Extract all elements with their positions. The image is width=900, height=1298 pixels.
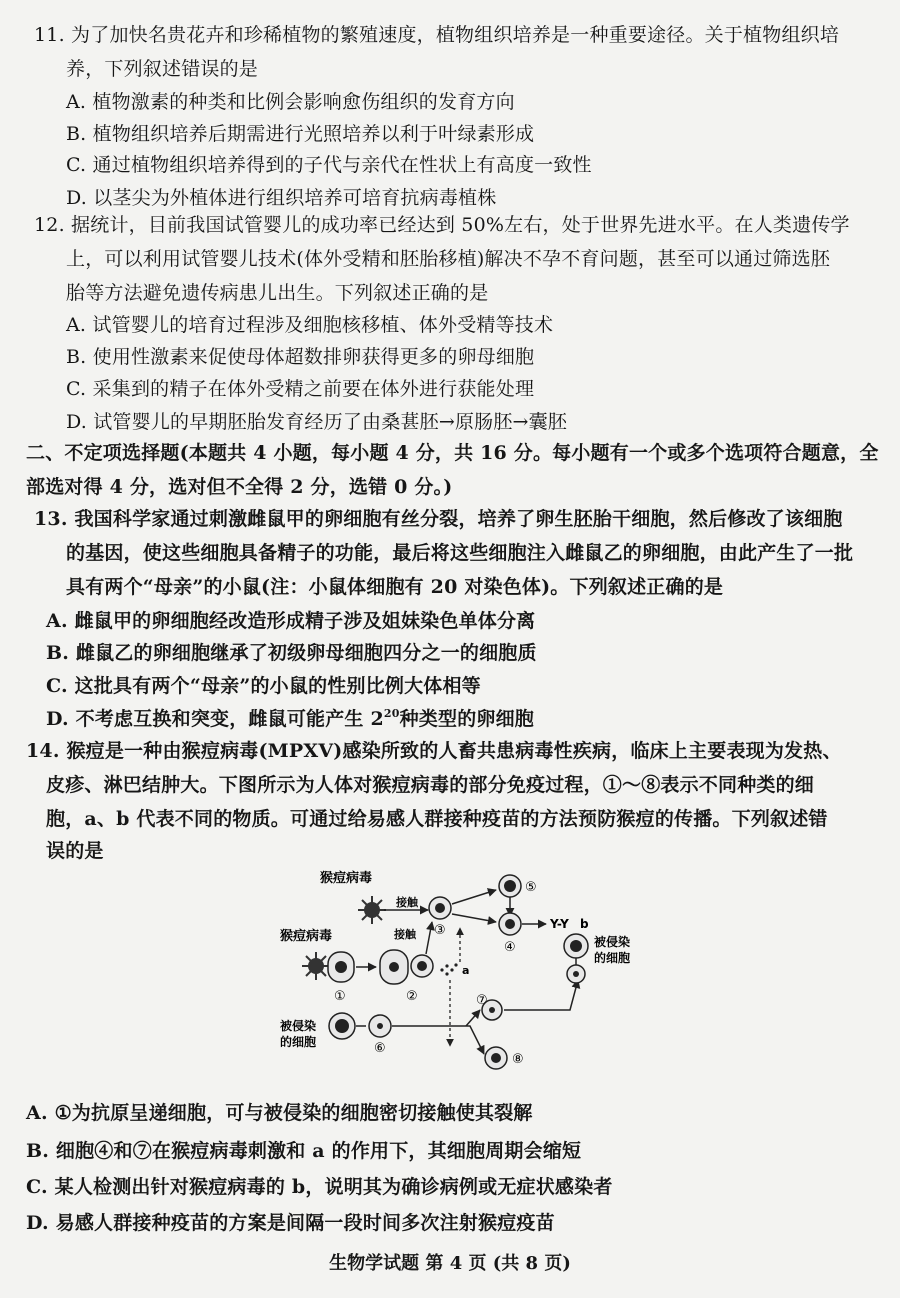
section-2-heading-line-2: 部选对得 4 分，选对但不全得 2 分，选错 0 分。) (26, 476, 453, 498)
page-footer: 生物学试题 第 4 页 (共 8 页) (329, 1253, 571, 1274)
cell-2-number: ② (406, 989, 418, 1004)
q12-option-d: D. 试管婴儿的早期胚胎发育经历了由桑葚胚→原肠胚→囊胚 (66, 411, 568, 433)
virus-icon-left (302, 952, 330, 980)
q11-stem-line-2: 养，下列叙述错误的是 (66, 58, 259, 80)
cell-6 (369, 1015, 391, 1037)
substance-a-dots (440, 963, 457, 975)
cell-4 (499, 913, 521, 935)
q12-stem-line-2: 上，可以利用试管婴儿技术(体外受精和胚胎移植)解决不孕不育问题，甚至可以通过筛选胚 (66, 248, 831, 270)
q14-stem-line-2: 皮疹、淋巴结肿大。下图所示为人体对猴痘病毒的部分免疫过程，①～⑧表示不同种类的细 (46, 774, 815, 796)
infected-cell-right (564, 934, 588, 983)
q14-option-d: D. 易感人群接种疫苗的方案是间隔一段时间多次注射猴痘疫苗 (26, 1212, 555, 1234)
q12-option-a: A. 试管婴儿的培育过程涉及细胞核移植、体外受精等技术 (66, 314, 554, 336)
q12-option-c: C. 采集到的精子在体外受精之前要在体外进行获能处理 (66, 378, 535, 400)
cell-5-number: ⑤ (525, 880, 537, 895)
virus-label-left: 猴痘病毒 (280, 929, 333, 944)
infected-cell-label-left-2: 的细胞 (280, 1035, 317, 1049)
q13-option-d-exponent: 20 (383, 707, 400, 720)
q14-option-c: C. 某人检测出针对猴痘病毒的 b，说明其为确诊病例或无症状感染者 (26, 1176, 613, 1198)
q12-stem-line-3: 胎等方法避免遗传病患儿出生。下列叙述正确的是 (66, 282, 489, 304)
q13-option-c: C. 这批具有两个“母亲”的小鼠的性别比例大体相等 (46, 675, 481, 697)
cell-8-number: ⑧ (512, 1052, 524, 1067)
cell-1-number: ① (334, 989, 346, 1004)
q11-option-a: A. 植物激素的种类和比例会影响愈伤组织的发育方向 (66, 91, 515, 113)
infected-cell-label-right-2: 的细胞 (594, 951, 630, 965)
infected-cell-label-right-1: 被侵染 (594, 935, 630, 949)
cell-7-number: ⑦ (476, 993, 488, 1008)
immune-process-diagram (270, 866, 630, 1090)
arrow-3-to-4 (452, 914, 496, 922)
section-2-heading-line-1: 二、不定项选择题(本题共 4 小题，每小题 4 分，共 16 分。每小题有一个或多个选项符合题意，全 (26, 442, 879, 464)
arrow-2-to-3 (426, 922, 432, 954)
q11-option-c: C. 通过植物组织培养得到的子代与亲代在性状上有高度一致性 (66, 154, 592, 176)
infected-cell-label-left-1: 被侵染 (280, 1019, 317, 1033)
contact-label-2: 接触 (394, 928, 416, 941)
q14-stem-line-1: 14. 猴痘是一种由猴痘病毒(MPXV)感染所致的人畜共患病毒性疾病，临床上主要表现为发热、 (26, 740, 842, 762)
cell-4-number: ④ (504, 940, 516, 955)
q13-option-d-prefix: D. 不考虑互换和突变，雌鼠可能产生 2 (46, 708, 384, 730)
q11-stem-line-1: 11. 为了加快名贵花卉和珍稀植物的繁殖速度，植物组织培养是一种重要途径。关于植物组织培 (34, 24, 840, 46)
q13-stem-line-1: 13. 我国科学家通过刺激雌鼠甲的卵细胞有丝分裂，培养了卵生胚胎干细胞，然后修改了该细胞 (34, 508, 843, 530)
substance-a-label: a (462, 964, 470, 977)
arrow-7-to-target (504, 980, 578, 1010)
contact-label-1: 接触 (396, 896, 418, 909)
q11-option-b: B. 植物组织培养后期需进行光照培养以利于叶绿素形成 (66, 123, 535, 145)
cell-5 (499, 875, 521, 897)
antibody-icon: Y-Y (550, 917, 569, 931)
substance-b-label: b (580, 917, 589, 931)
q13-option-d-suffix: 种类型的卵细胞 (399, 708, 534, 730)
q14-stem-line-4: 误的是 (46, 840, 104, 862)
q14-option-b: B. 细胞④和⑦在猴痘病毒刺激和 a 的作用下，其细胞周期会缩短 (26, 1140, 582, 1162)
q12-option-b: B. 使用性激素来促使母体超数排卵获得更多的卵母细胞 (66, 346, 535, 368)
q13-option-d (46, 706, 534, 732)
virus-label-top: 猴痘病毒 (320, 871, 373, 886)
q11-option-d: D. 以茎尖为外植体进行组织培养可培育抗病毒植株 (66, 187, 497, 209)
infected-cell-left (329, 1013, 355, 1039)
q13-stem-line-2: 的基因，使这些细胞具备精子的功能，最后将这些细胞注入雌鼠乙的卵细胞，由此产生了一批 (66, 542, 854, 564)
arrow-6-to-7 (466, 1010, 480, 1026)
cell-2 (380, 950, 433, 984)
cell-1 (328, 952, 354, 982)
q13-stem-line-3: 具有两个“母亲”的小鼠(注：小鼠体细胞有 20 对染色体)。下列叙述正确的是 (66, 576, 724, 598)
cell-8 (485, 1047, 507, 1069)
q13-option-b: B. 雌鼠乙的卵细胞继承了初级卵母细胞四分之一的细胞质 (46, 642, 537, 664)
cell-3 (429, 897, 451, 919)
q13-option-a: A. 雌鼠甲的卵细胞经改造形成精子涉及姐妹染色单体分离 (46, 610, 536, 632)
arrow-3-to-5 (452, 890, 496, 904)
cell-3-number: ③ (434, 923, 446, 938)
arrow-6-to-8 (392, 1026, 484, 1054)
q12-stem-line-1: 12. 据统计，目前我国试管婴儿的成功率已经达到 50%左右，处于世界先进水平。在人类遗传学 (34, 214, 850, 236)
q14-option-a: A. ①为抗原呈递细胞，可与被侵染的细胞密切接触使其裂解 (26, 1102, 533, 1124)
virus-icon-top (358, 896, 386, 924)
q14-stem-line-3: 胞，a、b 代表不同的物质。可通过给易感人群接种疫苗的方法预防猴痘的传播。下列叙述错 (46, 808, 828, 830)
cell-6-number: ⑥ (374, 1041, 386, 1056)
